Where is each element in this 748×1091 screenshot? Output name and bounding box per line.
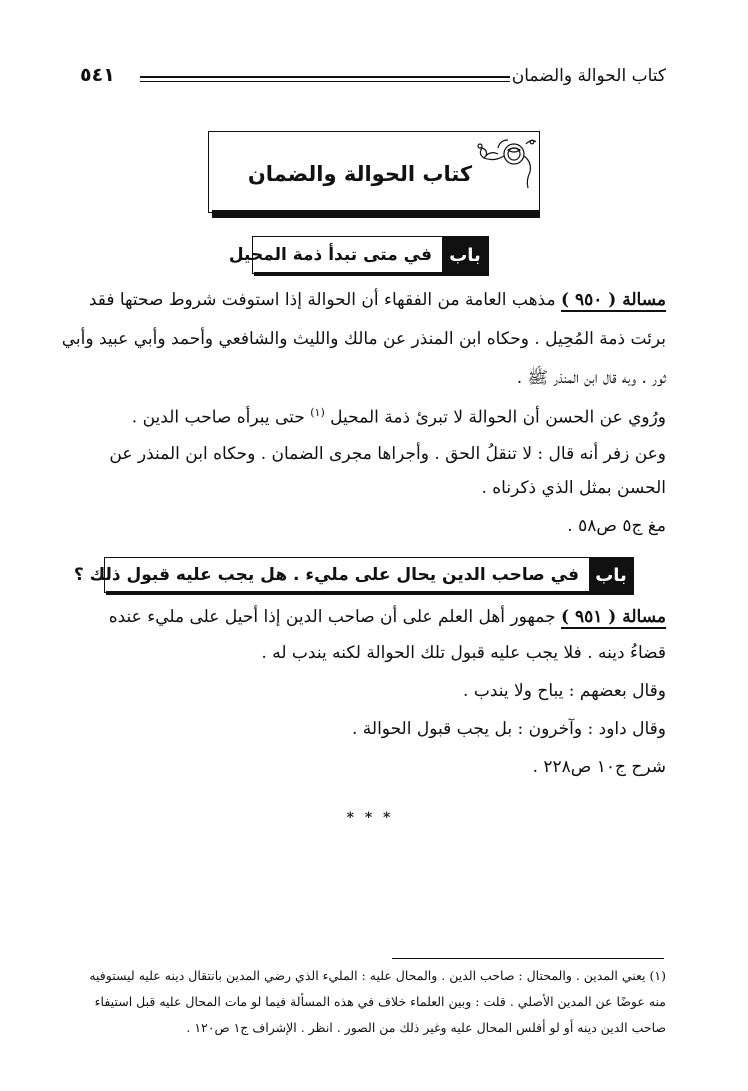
- chapter-heading-shadow: [106, 591, 634, 595]
- masala-950-line4: [132, 406, 666, 428]
- header-rule: [140, 76, 510, 78]
- source-reference: شرح ج١٠ ص٢٢٨ .: [532, 757, 666, 777]
- source-reference: مغ ج٥ ص٥٨ .: [567, 516, 666, 536]
- bab-label: باب: [589, 558, 633, 592]
- masala-950-line3: ثور . وبه قال ابن المنذر ﷺ .: [516, 368, 666, 388]
- bab-label: باب: [442, 237, 488, 273]
- masala-951-line3: وقال بعضهم : يباح ولا يندب .: [463, 681, 666, 701]
- masala-label: مسالة ( ٩٥٠ ): [560, 290, 666, 310]
- masala-951-line4: وقال داود : وآخرون : بل يجب قبول الحوالة .: [351, 719, 666, 739]
- masala-951-line2: قضاءُ دينه . فلا يجب عليه قبول تلك الحوالة لكنه يندب له .: [261, 643, 666, 663]
- book-title-frame-shadow: [212, 210, 540, 218]
- chapter-heading-2: [73, 557, 634, 593]
- masala-950-line1: [89, 290, 666, 310]
- chapter-title: في متى تبدأ ذمة المحيل: [228, 245, 432, 265]
- footnote-line1: (١) يعني المدين . والمحتال : صاحب الدين . والمحال عليه : المليء الذي رضي المدين بانتقال دينه عليه ليستوفيه: [89, 968, 666, 983]
- masala-950-line5: وعن زفر أنه قال : لا تنقلُ الحق . وأجراها مجرى الضمان . وحكاه ابن المنذر عن: [109, 444, 666, 464]
- footnote-line2: منه عوضًا عن المدين الأصلي . قلت : وبين العلماء خلاف في هذه المسألة فيما لو مات المحال عليه قبل استيفاء: [94, 994, 666, 1009]
- header-rule-thin: [140, 81, 510, 82]
- chapter-title: في صاحب الدين يحال على مليء . هل يجب عليه قبول ذلك ؟: [73, 565, 579, 585]
- page-header: [80, 62, 666, 94]
- paragraph-text: ورُوي عن الحسن أن الحوالة لا تبرئ ذمة المحيل: [330, 407, 666, 428]
- footnote-line3: صاحب الدين دينه أو لو أفلس المحال عليه وغير ذلك من الصور . انظر . الإشراف ج١ ص١٢٠ .: [186, 1020, 666, 1035]
- section-separator: * * *: [346, 810, 394, 826]
- paragraph-text: حتى يبرأه صاحب الدين .: [131, 407, 305, 428]
- footnote-marker: (١): [310, 406, 325, 419]
- masala-951-line1: [109, 607, 666, 627]
- chapter-heading-1: [228, 236, 489, 274]
- page-number: ٥٤١: [80, 64, 115, 86]
- paragraph-text: جمهور أهل العلم على أن صاحب الدين إذا أحيل على مليء عنده: [108, 607, 556, 627]
- paragraph-text: مذهب العامة من الفقهاء أن الحوالة إذا استوفت شروط صحتها فقد: [88, 290, 556, 310]
- masala-950-line2: برئت ذمة المُحِيل . وحكاه ابن المنذر عن مالك والليث والشافعي وأحمد وأبي عبيد وأبي: [61, 329, 666, 349]
- masala-950-line6: الحسن بمثل الذي ذكرناه .: [481, 478, 666, 498]
- book-title: كتاب الحوالة والضمان: [247, 162, 473, 186]
- running-title: كتاب الحوالة والضمان: [511, 66, 666, 86]
- footnote-rule: [392, 958, 664, 959]
- masala-label: مسالة ( ٩٥١ ): [560, 607, 666, 627]
- chapter-heading-shadow: [254, 272, 489, 276]
